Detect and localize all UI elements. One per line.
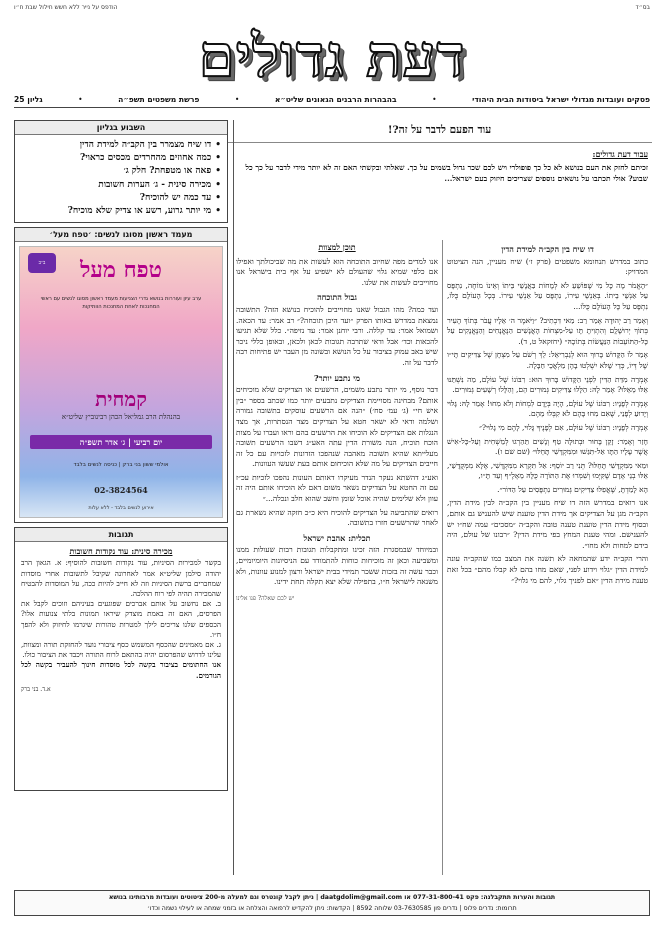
reaction-paragraph: בקשר למכירות הסיניות, עוד נקודות חשובות להוסיף: א. הגאון הרב יהודה סילמן שליט״א אמר לאחרונה שקיבל לתשובות אחרי מוסדות שמחברים ברשת הסיניות וזה לא חייב להיות ככה, על המוסדות להבטיח שהמכירה תהיה לפי רוח ההלכה. [21, 558, 221, 599]
subtitle-part-1: פסקים ועובדות מגדולי ישראל ביסודות הבית היהודי [472, 95, 650, 104]
letter-salutation: עבור דעת גדולים: [592, 149, 648, 159]
issue-item: • מכירה סינית - ג׳ הערות חשובות [21, 179, 221, 192]
bullet-separator: • [234, 95, 240, 104]
quote-paragraph: אָמַר לוֹ הַקָּדוֹשׁ בָּרוּךְ הוּא לְגַבְרִיאֵל: לֵךְ רְשֹׁם עַל מִצְחָן שֶׁל צַדִּיקִים תָּי״ו שֶׁל דְּיוֹ, כְּדֵי שֶׁלֹּא יִשְׁלְטוּ בָהֶן מַלְאֲכֵי חַבָּלָה. [447, 350, 648, 370]
section-heading: מי נתבע יותר? [314, 372, 360, 383]
event-location: אולמי ששון בני ברק | כניסה לנשים בלבד [73, 462, 169, 469]
issue-item: • כמה אחוזים מהחרדים מכסים כראוי? [21, 152, 221, 165]
event-ad-title: מעמד ראשון מסוגו לנשים: ׳טפח מעל׳ [15, 228, 227, 242]
bullet-separator: • [78, 95, 83, 104]
event-ad-box [14, 227, 228, 523]
reactions-body [15, 542, 227, 790]
paragraph: רואים שהתביעה על הצדיקים להוכיח היא כ״כ חזקה שהיא נשארת גם לאחר שהרשעים חזרו בתשובה. [236, 507, 438, 528]
quote-paragraph: וּמַאי מִמִּקְדָּשִׁי תָּחֵלּוּ? תְּנִי רַב יוֹסֵף: אַל תִּקְרֵא מִמִּקְדָּשִׁי, אֶלָּא מִמְּקֻדָּשַׁי, אֵלּוּ בְנֵי אָדָם שֶׁקִּיְּמוּ וְשִׁמְּרוּ אֶת הַתּוֹרָה כֻּלָּהּ מֵאָלֶ״ף וְעַד תָּ״ו, [447, 460, 648, 481]
article-column-right [442, 240, 652, 875]
event-host: בהנהלת הרב גמליאל הכהן רבינוביץ שליט״א [61, 413, 181, 422]
end-note: יש לכם שאלה? פנו אלינו [236, 594, 295, 602]
issue-contents-title: השבוע בגליון [15, 121, 227, 135]
quote-paragraph: חָזַר וְאָמַר: זָקֵן בָּחוּר וּבְתוּלָה טַף וְנָשִׁים תַּהַרְגוּ לְמַשְׁחִית וְעַל-כָּל-אִישׁ אֲשֶׁר עָלָיו הַתָּו אַל-תִּגַּשׁוּ וּמִמִּקְדָּשִׁי תָּחֵלּוּ״ (שם שם ו). [447, 436, 648, 457]
quote-paragraph: וְאָמַר רַב יְהוּדָה אָמַר רַב: מַאי דִּכְתִיב? ״וַיֹּאמֶר ה׳ אֵלָיו עֲבֹר בְּתוֹךְ הָעִיר בְּתוֹךְ יְרוּשָׁלִָם וְהִתְוִיתָ תָּו עַל-מִצְחוֹת הָאֲנָשִׁים הַנֶּאֱנָחִים וְהַנֶּאֱנָקִים עַל כָּל-הַתּוֹעֵבוֹת הַנַּעֲשׂוֹת בְּתוֹכָהּ״ (יחזקאל ט, ד). [447, 315, 648, 346]
event-venue-name: קמחית [95, 387, 147, 412]
reaction-bold-paragraph: אנו החתומים בציבור בקשה לכל מוסדות חינוך להעביר בקשה לכל הגורמים. [21, 660, 221, 680]
paragraph: אנו למדים מפה שחיוב התוכחה הוא לעשות את מה שביכולתך ואפילו אם כלפי שמיא גלוי שהעולם לא ישפיע על אף בית בישראל אנו מחוייבים לעשות את שלנו. [236, 256, 438, 287]
reactions-subheading: מכירה סינית: עוד נקודות חשובות [69, 546, 173, 557]
footer-contact-line: תגובות והערות תתקבלנה: פקס 077-31-800-41 או daatgdolim@gmail.com | ניתן לקבל קונטרס וגם למעלה מ-200 ציטוטים ועובדות מרבותינו בנושא [108, 894, 556, 901]
quote-paragraph: הָא לָמַדְתָּ, שֶׁאֲפִלּוּ צַדִּיקִים גְּמוּרִים נִתְפָּסִים עַל הַדּוֹר״. [497, 484, 648, 494]
paragraph: ואע״ג דהשתא נעקר הנדר מעיקרו דאותם העונות נהפכו לזכיות עכ״ז עם זה החטא על הצדיקים נשאר משום דאם לא הוכיחו אותם היה זה עוון ולא שלימים שהיה אוכל שומן וחשב שהוא חלב ונכלה...״ [236, 472, 438, 504]
issue-item: • מי יותר גרוע, רשע או צדיק שלא מוכיח? [21, 205, 221, 218]
event-poster [19, 246, 223, 518]
subtitle-part-2: בהבהרות הרבנים הגאונים שליט״א [274, 95, 397, 104]
paragraph: אנו רואים במדרש הזה דו שיח מעניין בין הקב״ה לבין מידת הדין, הקב״ה מגן על הצדיקים אך מידת הדין טוענת שיש להעניש גם אותם, ובסוף מידת הדין טוענת טענה טובה והקב״ה ״מסכים״ עמה שח״ו יש להענישם. ומהי טענת המחץ בפי מידת הדין? ״רבונו של עולם, היה בידם למחות ולא מחו״. [447, 498, 648, 550]
section-heading: תוכן למצוות [318, 242, 356, 252]
event-description: ערב עיון ועוררות בנושא גדרי הצניעות מעמד ראשון מסוגו לנשים עם ראשי המחנכות לאחת המחנכות הוותיקות [40, 296, 202, 311]
issue-contents-list [15, 135, 227, 222]
letter-text: זכיתם לחזק את העם בנושא לא כל כך פופולרי ויש לכם שכר גדול בשמים על כך. שאלתי ובקשתי האם זה לא יותר מידי לדבר על כך כל שבוע? אולי תכתבו על נושאים נוספים שצריכים חיזוק בעם ישראל... [245, 163, 648, 183]
event-phone: 02-3824564 [94, 485, 148, 496]
article-column-left [232, 240, 442, 875]
reactions-box [14, 527, 228, 791]
event-date: יום רביעי | ג׳ אדר תשפ״ה [30, 435, 212, 449]
top-strip-right: בס״ד [635, 3, 650, 11]
paragraph: והרי הקב״ה ידע שהמחאה לא תשנה את המצב כמו שהקב״ה עונה למידת הדין ״גלוי וידוע לפני, שאם מחו בהם לא קבלו מהם״ בכל זאת טענת מידת הדין ״אם לפניך גלוי, להם מי גלוי?״ [447, 554, 648, 585]
issue-number: גליון 25 [14, 95, 43, 104]
reaction-paragraph: ג. אם מאמינים שהכסף המשמש כסף ציבורי נועד להחזקת תורה ומצוות, עלינו לדרוש שהפרסום יהיה בהתאם לרוח התורה ויכבד את הציבור כולו. [21, 640, 221, 660]
article-columns [227, 240, 652, 875]
event-footnote: אירוע לנשים בלבד - ללא עלות [88, 505, 154, 512]
section-heading: גבול התוכחה [317, 292, 357, 303]
subtitle-bar [14, 92, 650, 108]
paragraph: דבר נוסף, מי יותר נתבע משמים, הרשעים או הצדיקים שלא מוכיחים אותם? מבחינה מסויימת הצדיקים נתבעים יותר כמו שכתב בספר ״בין איש חי״ (ג׳ עמ׳ סח׳) ״הנה אם הרשעים עוסקים בתשובה גמורה ושלמה ודאי לא ישאר חטא על הצדיקים מצד הנסתרות, אך מצד הנגלות אם הצדיקים לא הוכיחו את הרשעים בהם וראו ועברו על מצות הוכח תוכיח, הנה משורת הדין עתה האע״ג דשבו הרשעים תשובה מעלייתא שהיא תשובה מאהבה שנהפכו הזדונות לזכויות עם כל זה חייבים הצדיקים על מה שלא הוכיחום אותם בעת שעשו העוונות. [236, 385, 438, 469]
main-article [227, 120, 652, 875]
quote-paragraph: ״הָאֱמֹר מָה כָּל מִי שֶׁפּוֹשֵׁעַ לֹא לְמָחוֹת בַּאֲנָשֵׁי בֵּיתוֹ וְאֵינוֹ מוֹחֶה, נִתְפָּס עַל אַנְשֵׁי בֵיתוֹ. בְּאַנְשֵׁי עִירוֹ, נִתְפָּס עַל אַנְשֵׁי עִירוֹ. בְּכָל הָעוֹלָם כֻּלּוֹ, נִתְפָּס עַל כָּל הָעוֹלָם כֻּלּוֹ... [447, 280, 648, 311]
event-brand: טפח מעל [80, 257, 162, 284]
quote-paragraph: אָמְרָה לְפָנָיו: רִבּוֹנוֹ שֶׁל עוֹלָם, אִם לְפָנֶיךָ גָּלוּי, לָהֶם מִי גָלוּי?״ [479, 422, 648, 432]
footer-donation-line: תרומות: נדרים פלוס | נדרים פון 03-7630585 שלוחה 8592 | הקדשות: ניתן להקדיש לרפואה והצלחה או בזמני שמחה או לעילוי נשמה וכדו׳ [147, 905, 517, 912]
issue-contents-box [14, 120, 228, 223]
article-headline: עוד הפעם לדבר על זה?! [227, 120, 652, 143]
footer-box [14, 890, 650, 916]
issue-item: • דו שיח מצמרר בין הקב״ה למידת הדין [21, 139, 221, 152]
section-heading: תכלית: אהבת ישראל [303, 532, 371, 543]
reactions-title: תגובות [15, 528, 227, 542]
bullet-separator: • [432, 95, 437, 104]
subtitle-part-3: פרשת משפטים תשפ״ה [118, 95, 200, 104]
quote-paragraph: אָמְרָה מִדַּת הַדִּין לִפְנֵי הַקָּדוֹשׁ בָּרוּךְ הוּא: רִבּוֹנוֹ שֶׁל עוֹלָם, מַה נִּשְׁתַּנּוּ אֵלּוּ מֵאֵלּוּ? אָמַר לָהּ: הַלָּלוּ צַדִּיקִים גְּמוּרִים הֵם, וְהַלָּלוּ רְשָׁעִים גְּמוּרִים. [447, 374, 648, 395]
reaction-paragraph: ב. אם נחשוב על אותם אברכים שפוגעים בעיניהם וזוכים לקבל את הפרסים, האם זה באמת מוצדק שיראו תמונות בלתי צנועות אלו? הכספים שלנו צריכים לילך למטרות טהורות שיגרמו לחיזוק ולא להפך ח״ו. [21, 599, 221, 639]
column-divider [233, 120, 234, 875]
paragraph: ובמיוחד שבמסגרת הזה זכינו ומתקבלות תגובות רבות שעולות ממנו ומשביעה וכאן זה מוכיחות כוחות להתמודד עם הניסיונות היומיומיים, וכבר עשה זה בזכות ששכר תמידי בבית ישראל ורצון למנוע עוונות, ולא משנאה לישראל ח״ו, בתפילה שלא יצא תקלה תחת ידינו. [236, 545, 438, 587]
top-strip-left: הודפס על נייר ללא חשש חילול שבת ח״ו [14, 3, 118, 11]
paragraph: כתוב במדרש תנחומא משפטים (פרק ז׳) שיח מעניין, הנה הציטוט המדויק: [447, 256, 648, 277]
section-heading: דו שיח בין הקב״ה למידת הדין [501, 244, 594, 254]
newspaper-logo: דעת גדולים [198, 22, 466, 90]
quote-paragraph: אָמְרָה לְפָנָיו: רִבּוֹנוֹ שֶׁל עוֹלָם, הָיָה בְּיָדָם לִמְחוֹת וְלֹא מִחוּ! אָמַר לָהּ: גָּלוּי וְיָדוּעַ לְפָנַי, שֶׁאִם מִחוּ בָּהֶם לֹא קִבְּלוּ מֵהֶם. [447, 398, 648, 419]
city-badge: ב״ב [28, 253, 56, 273]
issue-item: • פאה או מטפחת? חלק ג׳ [21, 165, 221, 178]
sidebar [14, 120, 228, 875]
reaction-signature: א.ד. בני ברק [21, 685, 51, 693]
issue-item: • עד כמה יש להוכיח? [21, 192, 221, 205]
top-strip [14, 2, 650, 12]
reader-letter [227, 143, 652, 188]
paragraph: ועד כמה? מהו הגבול שאנו מחוייבים להוכיח בנושא הזה? התשובה נמצאת במדרש באותו הפרק ״ועד היכן תוכחה?״ רב אמר: עד הכאה. ושמואל אמר: עד קללה. ורבי יוחנן אמר: עד נזיפה״. כלל שלא תגיעו להכאות וכד׳ אבל ודאי שתרבה תגובות לכאן ולכאן, ובאופן כללי ניכר שיש באב עמוק בציבור על כל הנושא ובשונה מן העבר יש פתיחות רבה לדבר על זה. [236, 304, 438, 367]
